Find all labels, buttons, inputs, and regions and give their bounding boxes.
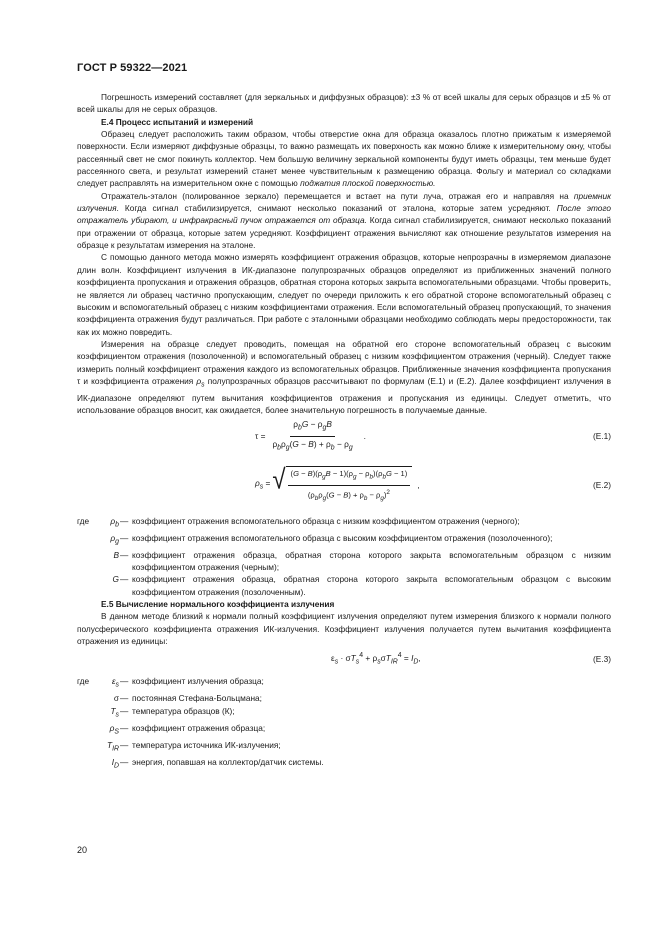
definitions-list-2: [77, 675, 611, 772]
page-number: 20: [77, 845, 88, 855]
section-e4-title: Е.4 Процесс испытаний и измерений: [101, 116, 254, 127]
formula-e2: $\rho_s$ = √ $\frac{(G - B)(\rho_gB - 1)(\rho_g - \rho_b)(\rho_bG - 1)}{(\rho_b\rho_g(G - B) + \rho_b - \rho_g)^2}$ , (Е.2): [77, 463, 611, 509]
definitions-list-1: [77, 515, 611, 598]
e4-paragraph-4: Измерения на образце следует проводить, помещая на обратной его стороне вспомогательный образец с высоким коэффициентом отражения (позолоченной) и вспомогательный образец с низким коэффициентом отражения (черный). Следует также измерить полный коэффициент отражения каждого из вспомогательных образцов. Приближенные значения коэффициента пропускания τ и коэффициента отражения $\rho_s$ полупрозрачных образцов рассчитывают по формулам (Е.1) и (Е.2). Далее коэффициент излучения в ИК-диапазоне определяют путем вычитания коэффициентов отражения и пропускания из единицы. Следует отметить, что использование образцов вносит, как ожидается, более значительную погрешность в получаемые данные.: [77, 338, 611, 416]
e4-paragraph-1: Образец следует расположить таким образом, чтобы отверстие окна для образца оказалось плотно прижатым к измеряемой поверхности. Если измеряют диффузные образцы, то важно размещать их поверхность как можно ближе к измерительному окну, чтобы рассеянный свет не смог покинуть коллектор. Чем большую величину зеркальной компоненты будут иметь образцы, тем меньше будет рассеянного света, и результат измерений станет менее чувствительным к размещению образца. Фольгу и материал со складками следует расправлять на измерительном окне с помощью поджатия плоской поверхностью.: [77, 129, 611, 189]
formula-e3: $\varepsilon_s \cdot \sigma T_s^4 + \rho_s\sigma T_{IR}^4 = I_D$, (Е.3): [331, 651, 611, 666]
definition-item: где $\varepsilon_s$ — коэффициент излучения образца;: [77, 676, 264, 689]
formula-e2-number: (Е.2): [593, 480, 611, 491]
intro-paragraph: Погрешность измерений составляет (для зеркальных и диффузных образцов): ±3 % от всей шкалы для серых образцов и ±5 % от всей шкалы для не серых образцов.: [77, 92, 611, 115]
formula-e1: τ = $\frac{\rho_bG - \rho_gB}{\rho_b\rho_g(G - B) + \rho_b - \rho_g}$ . (Е.1): [255, 419, 611, 452]
document-code: ГОСТ Р 59322—2021: [77, 62, 188, 74]
definition-item: G — коэффициент отражения образца, обратная сторона которого закрыта вспомогательным образцом с высоким коэффициентом отражения (позолоченным).: [112, 574, 611, 597]
section-e5-title: Е.5 Вычисление нормального коэффициента излучения: [101, 598, 335, 609]
definition-item: $T_{IR}$ — температура источника ИК-излучения;: [107, 739, 281, 753]
definition-item: где $\rho_b$ — коэффициент отражения вспомогательного образца с низким коэффициентом отражения (черного);: [77, 515, 520, 529]
definition-item: $T_s$ — температура образцов (К);: [110, 705, 235, 719]
definition-item: $\rho_S$ — коэффициент отражения образца;: [109, 722, 266, 736]
e5-paragraph-1: В данном методе близкий к нормали полный коэффициент излучения определяют путем измерения близкого к нормали полного полусферического коэффициента отражения ИК-излучения. Коэффициент излучения получается путем вычитания коэффициента отражения из единицы:: [77, 611, 611, 646]
formula-e3-number: (Е.3): [593, 654, 611, 665]
e4-paragraph-2: Отражатель-эталон (полированное зеркало) перемещается и встает на пути луча, отражая его и направляя на приемник излучения. Когда сигнал стабилизируется, снимают несколько показаний от эталона, которые затем усредняют. После этого отражатель убирают, и инфракрасный пучок отражается от образца. Когда сигнал стабилизируется, снимают несколько показаний при отражении от образца, которые затем усредняют. Коэффициент отражения вычисляют как отношение результатов измерения на образце к результатам измерения на эталоне.: [77, 190, 612, 251]
definition-item: $\rho_g$ — коэффициент отражения вспомогательного образца с высоким коэффициентом отражения (позолоченного);: [110, 532, 553, 546]
definition-item: σ — постоянная Стефана-Больцмана;: [113, 693, 262, 704]
e4-paragraph-3: С помощью данного метода можно измерять коэффициент отражения образцов, которые непрозрачны в измеряемом диапазоне длин волн. Коэффициент излучения в ИК-диапазоне полупрозрачных образцов определяют из приближенных значений полного коэффициента пропускания и отражения образцов, обратная сторона которых закрыта вспомогательными образцами. Чтобы проверить, не является ли образец частично пропускающим, следует по очереди приложить к его обратной стороне вспомогательный образец с высоким и вспомогательный образец с низким коэффициентами отражения. Если вспомогательный образец пропускающий, то значения коэффициента отражения будут различаться. При работе с эталонными образцами необходимо соблюдать меры предосторожности, так как их можно повредить.: [77, 252, 611, 337]
definition-item: B — коэффициент отражения образца, обратная сторона которого закрыта вспомогательным образцом с низким коэффициентом отражения (черным);: [113, 549, 611, 572]
document-body: [77, 91, 611, 773]
formula-e1-number: (Е.1): [593, 431, 611, 442]
definition-item: $I_D$ — энергия, попавшая на коллектор/датчик системы.: [111, 756, 324, 770]
